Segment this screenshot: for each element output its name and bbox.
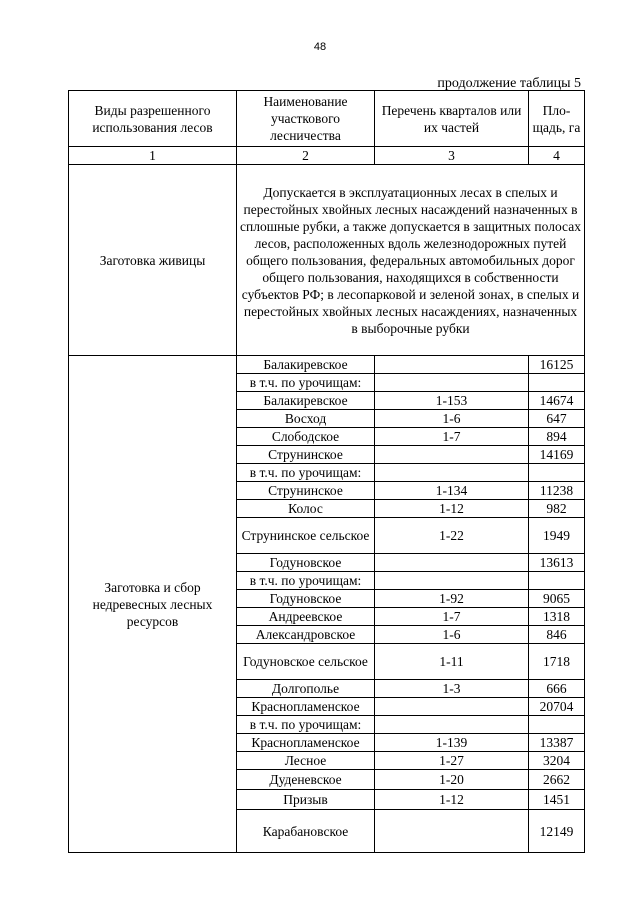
area-value: 16125 (529, 356, 585, 374)
quarters-range (375, 698, 529, 716)
area-value: 894 (529, 428, 585, 446)
quarters-range (375, 554, 529, 572)
quarters-range: 1-153 (375, 392, 529, 410)
subtotal-label: в т.ч. по урочищам: (237, 572, 375, 590)
tract-name: Долгополье (237, 680, 375, 698)
tract-name: Александровское (237, 626, 375, 644)
area-value: 1318 (529, 608, 585, 626)
quarters-range: 1-6 (375, 410, 529, 428)
area-value: 12149 (529, 810, 585, 853)
quarters-range (375, 572, 529, 590)
area-value: 11238 (529, 482, 585, 500)
quarters-range (375, 716, 529, 734)
area-value: 1718 (529, 644, 585, 680)
area-value: 846 (529, 626, 585, 644)
column-number: 3 (375, 147, 529, 165)
quarters-range: 1-11 (375, 644, 529, 680)
tract-name: Дуденевское (237, 770, 375, 790)
quarters-range (375, 356, 529, 374)
subtotal-label: в т.ч. по урочищам: (237, 374, 375, 392)
column-number: 1 (69, 147, 237, 165)
area-value: 647 (529, 410, 585, 428)
table-continuation-label: продолжение таблицы 5 (437, 76, 581, 91)
page-number: 48 (313, 41, 327, 53)
tract-name: Андреевское (237, 608, 375, 626)
tract-name: Колос (237, 500, 375, 518)
resin-section-row (69, 165, 585, 356)
header-use-type: Виды разрешенного использования лесов (69, 91, 237, 147)
area-value: 20704 (529, 698, 585, 716)
tract-name: Балакиревское (237, 392, 375, 410)
quarters-range (375, 464, 529, 482)
quarters-range: 1-22 (375, 518, 529, 554)
quarters-range (375, 446, 529, 464)
tract-name: Струнинское (237, 482, 375, 500)
tract-name: Годуновское (237, 590, 375, 608)
quarters-range: 1-27 (375, 752, 529, 770)
quarters-range: 1-139 (375, 734, 529, 752)
tract-name: Восход (237, 410, 375, 428)
area-value: 666 (529, 680, 585, 698)
quarters-range: 1-6 (375, 626, 529, 644)
quarters-range (375, 810, 529, 853)
forestry-name: Краснопламенское (237, 698, 375, 716)
resin-permission-note: Допускается в эксплуатационных лесах в спелых и перестойных хвойных лесных насаждений назначенных в сплошные рубки, а также допускается в защитных полосах лесов, расположенных вдоль железнодорожных путей общего пользования, федеральных автомобильных дорог общего пользования, находящихся в собственности субъектов РФ; в лесопарковой и зеленой зонах, в спелых и перестойных хвойных лесных насаждениях, назначенных в выборочные рубки (237, 165, 585, 356)
area-value: 1949 (529, 518, 585, 554)
column-number-row (69, 147, 585, 165)
area-value: 13387 (529, 734, 585, 752)
quarters-range: 1-20 (375, 770, 529, 790)
column-number: 4 (529, 147, 585, 165)
forestry-name: Балакиревское (237, 356, 375, 374)
table-row (69, 356, 585, 374)
column-number: 2 (237, 147, 375, 165)
header-quarters: Перечень кварталов или их частей (375, 91, 529, 147)
area-value (529, 464, 585, 482)
tract-name: Лесное (237, 752, 375, 770)
area-value: 1451 (529, 790, 585, 810)
quarters-range: 1-12 (375, 500, 529, 518)
tract-name: Слободское (237, 428, 375, 446)
forestry-name: Струнинское (237, 446, 375, 464)
use-type-nonwood: Заготовка и сбор недревесных лесных ресурсов (69, 356, 237, 853)
quarters-range: 1-92 (375, 590, 529, 608)
forestry-name: Годуновское (237, 554, 375, 572)
quarters-range: 1-7 (375, 608, 529, 626)
forestry-name: Карабановское (237, 810, 375, 853)
subtotal-label: в т.ч. по урочищам: (237, 464, 375, 482)
area-value: 13613 (529, 554, 585, 572)
area-value (529, 716, 585, 734)
table-header-row (69, 91, 585, 147)
quarters-range: 1-3 (375, 680, 529, 698)
quarters-range: 1-12 (375, 790, 529, 810)
area-value (529, 572, 585, 590)
quarters-range (375, 374, 529, 392)
quarters-range: 1-134 (375, 482, 529, 500)
area-value: 14674 (529, 392, 585, 410)
header-forestry-name: Наименование участкового лесничества (237, 91, 375, 147)
tract-name: Призыв (237, 790, 375, 810)
tract-name: Краснопламенское (237, 734, 375, 752)
forest-use-table (68, 90, 585, 853)
subtotal-label: в т.ч. по урочищам: (237, 716, 375, 734)
area-value: 982 (529, 500, 585, 518)
area-value: 9065 (529, 590, 585, 608)
header-area: Пло-щадь, га (529, 91, 585, 147)
tract-name: Струнинское сельское (237, 518, 375, 554)
area-value: 14169 (529, 446, 585, 464)
use-type-resin: Заготовка живицы (69, 165, 237, 356)
quarters-range: 1-7 (375, 428, 529, 446)
area-value: 3204 (529, 752, 585, 770)
area-value (529, 374, 585, 392)
area-value: 2662 (529, 770, 585, 790)
tract-name: Годуновское сельское (237, 644, 375, 680)
